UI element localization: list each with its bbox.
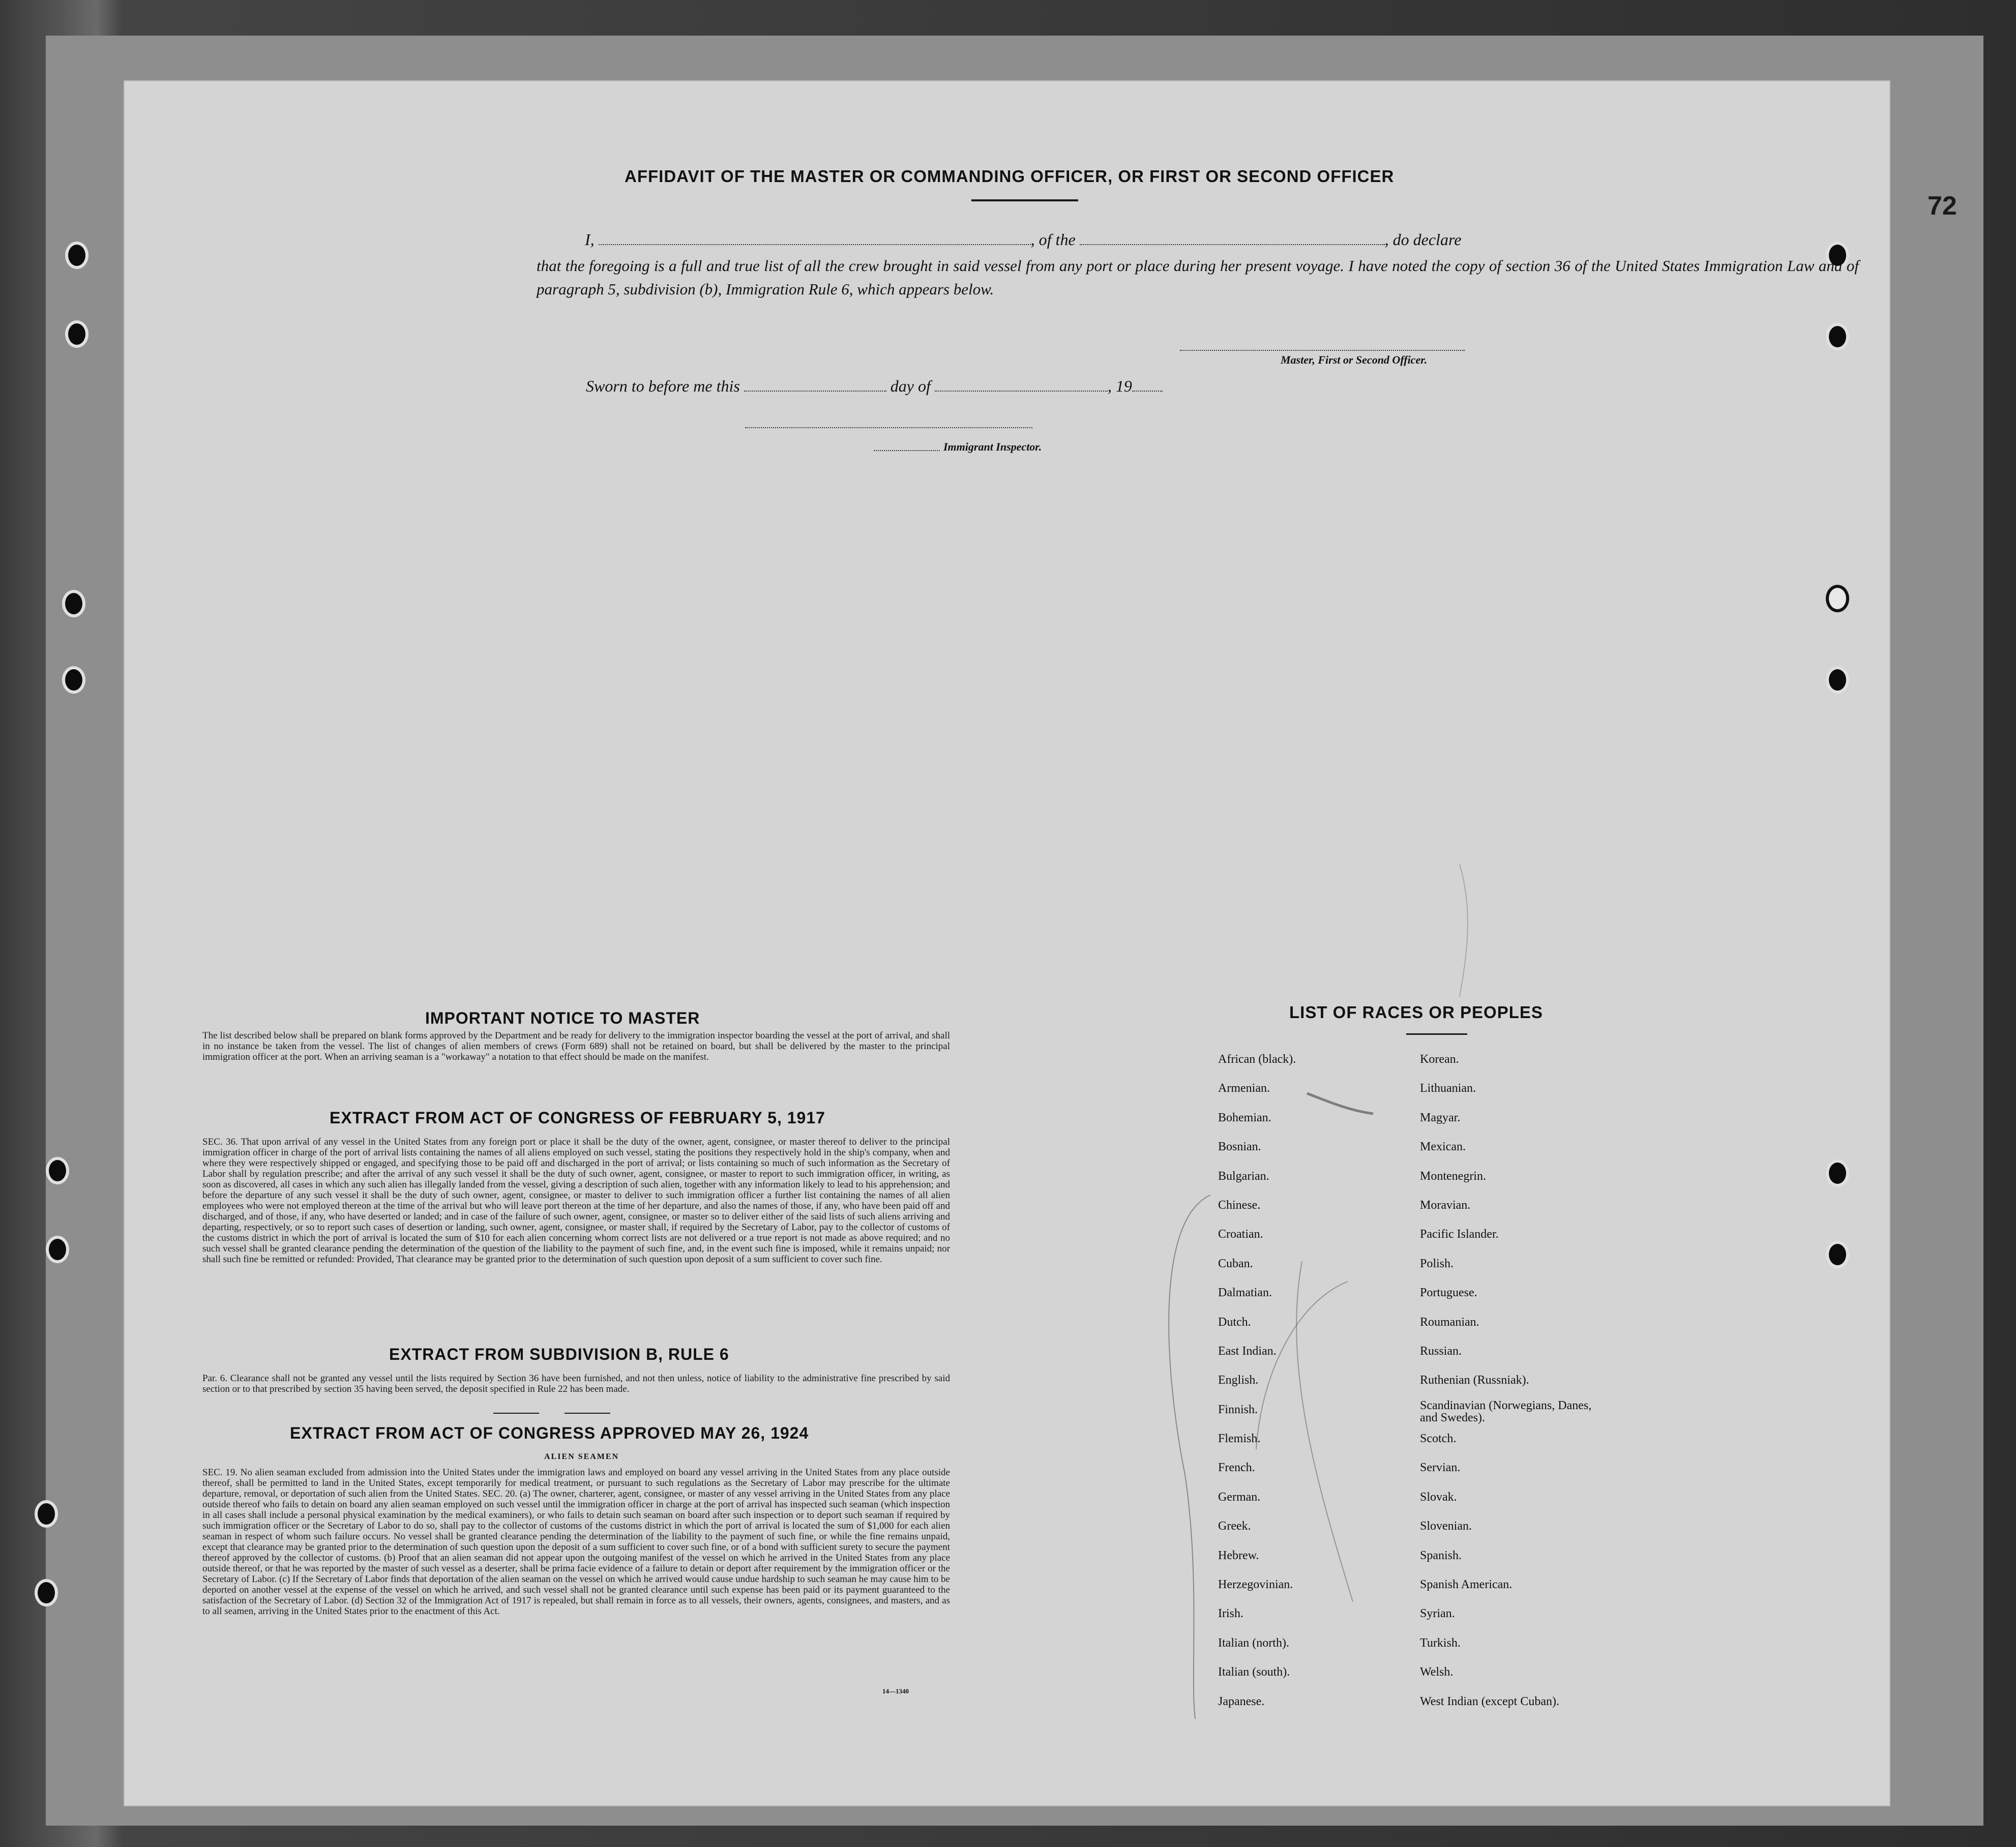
race-item: Cuban.: [1218, 1257, 1253, 1270]
race-item: Italian (south).: [1218, 1665, 1290, 1679]
of-the-label: , of the: [1030, 230, 1076, 249]
race-item: Korean.: [1420, 1053, 1459, 1066]
race-item: Magyar.: [1420, 1111, 1461, 1124]
race-item: Japanese.: [1218, 1694, 1265, 1708]
race-item: Polish.: [1420, 1257, 1454, 1270]
extract-1924-title: EXTRACT FROM ACT OF CONGRESS APPROVED MAY 26, 1924: [290, 1424, 809, 1442]
race-item: Bulgarian.: [1218, 1169, 1269, 1183]
race-item: Lithuanian.: [1420, 1082, 1476, 1095]
race-item: Dutch.: [1218, 1315, 1251, 1329]
race-item: African (black).: [1218, 1053, 1296, 1066]
notice-title: IMPORTANT NOTICE TO MASTER: [425, 1009, 700, 1027]
race-item: Ruthenian (Russniak).: [1420, 1374, 1529, 1387]
race-item: German.: [1218, 1490, 1261, 1504]
extract-rule6-title: EXTRACT FROM SUBDIVISION B, RULE 6: [389, 1345, 729, 1363]
race-item: Mexican.: [1420, 1140, 1466, 1154]
race-item: English.: [1218, 1374, 1259, 1387]
race-item: Spanish.: [1420, 1548, 1462, 1562]
race-item: Turkish.: [1420, 1636, 1461, 1650]
race-item: Flemish.: [1218, 1432, 1261, 1446]
affidavit-body: that the foregoing is a full and true list of all the crew brought in said vessel from any port or place during her present voyage. I have noted the copy of section 36 of the United States Immigration Law and of paragraph 5, subdivision (b), Immigration Rule 6, which appears below.: [537, 257, 1859, 298]
race-item: French.: [1218, 1461, 1255, 1475]
race-item: Bosnian.: [1218, 1140, 1261, 1154]
race-item: Montenegrin.: [1420, 1169, 1486, 1183]
race-item: Hebrew.: [1218, 1548, 1259, 1562]
day-of-label: day of: [890, 377, 931, 395]
race-item: Greek.: [1218, 1520, 1251, 1533]
race-item: Croatian.: [1218, 1228, 1263, 1241]
race-item: Spanish American.: [1420, 1578, 1513, 1592]
notice-text: The list described below shall be prepared on blank forms approved by the Department and be ready for delivery to the immigration inspector boarding the vessel at the port of arrival, and shall in no instance be taken from the vessel. The list of changes of alien members of crews (Form 689) shall not be retained on board, but shall be delivered by the master to the principal immigration officer at the port. When an arriving seaman is a "workaway" a notation to that effect should be made on the manifest.: [202, 1030, 950, 1062]
race-item: Servian.: [1420, 1461, 1461, 1475]
race-item: Chinese.: [1218, 1198, 1261, 1212]
race-item: Scotch.: [1420, 1432, 1457, 1446]
race-item: Herzegovinian.: [1218, 1578, 1293, 1592]
race-item: Scandinavian (Norwegians, Danes, and Swedes).: [1420, 1398, 1592, 1424]
race-item: Moravian.: [1420, 1198, 1471, 1212]
race-item: Portuguese.: [1420, 1286, 1477, 1300]
affidavit-title: AFFIDAVIT OF THE MASTER OR COMMANDING OFFICER, OR FIRST OR SECOND OFFICER: [625, 167, 1395, 186]
race-item: Syrian.: [1420, 1607, 1455, 1621]
extract-rule6-text: Par. 6. Clearance shall not be granted any vessel until the lists required by Section 36 have been furnished, and not then unless, notice of liability to the administrative fine prescribed by said section or to that prescribed by section 35 having been served, the deposit specified in Rule 22 has been made.: [202, 1373, 950, 1394]
race-item: East Indian.: [1218, 1344, 1277, 1358]
form-code: 14—1340: [882, 1687, 909, 1695]
race-item: Finnish.: [1218, 1403, 1258, 1416]
master-signature-caption: Master, First or Second Officer.: [1281, 353, 1428, 366]
race-item: Welsh.: [1420, 1665, 1454, 1679]
races-title: LIST OF RACES OR PEOPLES: [1289, 1003, 1543, 1022]
race-item: Dalmatian.: [1218, 1286, 1272, 1300]
year-label: , 19: [1107, 377, 1132, 395]
inspector-caption: Immigrant Inspector.: [943, 440, 1042, 453]
sworn-label: Sworn to before me this: [586, 377, 740, 395]
race-item: Slovak.: [1420, 1490, 1457, 1504]
race-item: Russian.: [1420, 1344, 1462, 1358]
race-item: Bohemian.: [1218, 1111, 1271, 1124]
page-number: 72: [1928, 191, 1957, 221]
race-item: Pacific Islander.: [1420, 1228, 1499, 1241]
i-label: I,: [585, 230, 595, 249]
race-item: Roumanian.: [1420, 1315, 1479, 1329]
race-item: West Indian (except Cuban).: [1420, 1694, 1559, 1708]
race-item: Slovenian.: [1420, 1520, 1472, 1533]
do-declare-label: , do declare: [1384, 230, 1462, 249]
race-item: Armenian.: [1218, 1082, 1270, 1095]
extract-1924-text: SEC. 19. No alien seaman excluded from admission into the United States under the immigration laws and employed on board any vessel arriving in the United States from any place outside thereof, shall be permitted to land in the United States, except temporarily for medical treatment, or pursuant to such regulations as the Secretary of Labor may prescribe for the ultimate departure, removal, or deportation of such alien from the United States. SEC. 20. (a) The owner, charterer, agent, consignee, or master of any vessel arriving in the United States from any place outside thereof who fails to detain on board any alien seaman employed on such vessel until the immigration officer in charge at the port of arrival has inspected such seaman (which inspection in all cases shall include a personal physical examination by the medical examiners), or who fails to detain such seaman on board after such inspection or to deport such seaman if required by such immigration officer or the Secretary of Labor to do so, shall pay to the collector of customs of the customs district in which the port of arrival is located the sum of $1,000 for each alien seaman in respect of whom such failure occurs. No vessel shall be granted clearance pending the determination of the liability to the payment of such fine, or while the fine remains unpaid, except that clearance may be granted prior to the determination of such question upon the deposit of a sum sufficient to cover such fine, or of a bond with sufficient surety to secure the payment thereof approved by the collector of customs. (b) Proof that an alien seaman did not appear upon the outgoing manifest of the vessel on which he arrived in the United States from any place outside thereof, or that he was reported by the master of such vessel as a deserter, shall be prima facie evidence of a failure to detain or deport after requirement by the immigration officer or the Secretary of Labor. (c) If the Secretary of Labor finds that deportation of the alien seaman on the vessel on which he arrived would cause undue hardship to such seaman he may cause him to be deported on another vessel at the expense of the vessel on which he arrived, and such vessel shall not be granted clearance until such expense has been paid or its payment guaranteed to the satisfaction of the Secretary of Labor. (d) Section 32 of the Immigration Act of 1917 is repealed, but shall remain in force as to all vessels, their owners, agents, consignees, and masters, and as to all seamen, arriving in the United States prior to the enactment of this Act.: [202, 1467, 950, 1617]
race-item: Irish.: [1218, 1607, 1243, 1621]
extract-1917-text: SEC. 36. That upon arrival of any vessel in the United States from any foreign port or place it shall be the duty of the owner, agent, consignee, or master thereof to deliver to the principal immigration officer in charge of the port of arrival lists containing the names of all aliens employed on such vessel, stating the positions they respectively hold in the ship's company, when and where they were respectively shipped or engaged, and specifying those to be paid off and discharged in the port of arrival; or lists containing so much of such information as the Secretary of Labor shall by regulation prescribe; and after the arrival of any such vessel it shall be the duty of such owner, agent, consignee, or master to report to such immigration officer, in writing, as soon as discovered, all cases in which any such alien has illegally landed from the vessel, giving a description of such alien, together with any information likely to lead to his apprehension; and before the departure of any such vessel it shall be the duty of such owner, agent, consignee, or master to deliver to such immigration officer a further list containing the names of all alien employees who were not employed thereon at the time of the arrival but who will leave port thereon at the time of her departure, and also the names of those, if any, who have been paid off and discharged, and of those, if any, who have deserted or landed; and in case of the failure of such owner, agent, consignee, or master so to deliver either of the said lists of such aliens arriving and departing, respectively, or so to report such cases of desertion or landing, such owner, agent, consignee, or master shall, if required by the Secretary of Labor, pay to the collector of customs of the customs district in which the port of arrival is located the sum of $10 for each alien concerning whom correct lists are not delivered or a true report is not made as above required; and no such vessel shall be granted clearance pending the determination of the question of the liability to the payment of such fine, and, in the event such fine is imposed, while it remains unpaid; nor shall such fine be remitted or refunded: Provided, That clearance may be granted prior to the determination of such question upon deposit of a sum sufficient to cover such fine.: [202, 1137, 950, 1265]
extract-1917-title: EXTRACT FROM ACT OF CONGRESS OF FEBRUARY 5, 1917: [330, 1109, 825, 1127]
alien-seamen-subtitle: ALIEN SEAMEN: [544, 1452, 619, 1461]
race-item: Italian (north).: [1218, 1636, 1289, 1650]
